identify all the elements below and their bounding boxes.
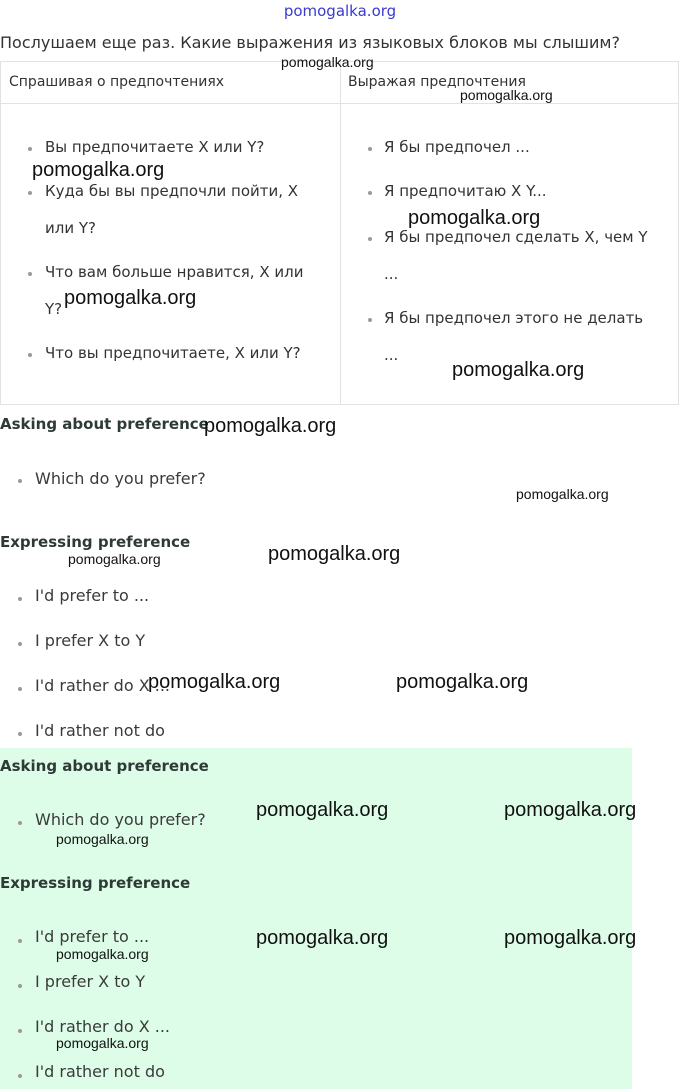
watermark: pomogalka.org <box>452 359 585 381</box>
table-right-item: Я бы предпочел этого не делать <box>384 309 644 327</box>
watermark: pomogalka.org <box>504 927 637 949</box>
watermark: pomogalka.org <box>408 207 541 229</box>
bullet-icon <box>368 318 372 322</box>
bullet-icon <box>18 1074 22 1078</box>
table-left-item: Что вы предпочитаете, X или Y? <box>45 344 301 362</box>
table-right-item: Я бы предпочел ... <box>384 138 530 156</box>
bullet-icon <box>28 272 32 276</box>
table-left-item: Y? <box>45 300 63 318</box>
expressing-list-item: I'd prefer to ... <box>35 927 150 946</box>
watermark: pomogalka.org <box>396 671 529 693</box>
table-left-item: или Y? <box>45 219 96 237</box>
bullet-icon <box>18 642 22 646</box>
expressing-list-item: I'd rather not do <box>35 721 165 740</box>
watermark: pomogalka.org <box>516 486 609 502</box>
watermark: pomogalka.org <box>68 551 161 567</box>
watermark: pomogalka.org <box>56 1035 149 1051</box>
table-left-item: Вы предпочитаете X или Y? <box>45 138 265 156</box>
bullet-icon <box>368 147 372 151</box>
bullet-icon <box>18 821 22 825</box>
asking-section-title: Asking about preference <box>0 415 209 433</box>
expressing-list-item: I prefer X to Y <box>35 631 146 650</box>
bullet-icon <box>18 732 22 736</box>
watermark: pomogalka.org <box>56 946 149 962</box>
phrases-table <box>0 61 679 405</box>
bullet-icon <box>28 353 32 357</box>
bullet-icon <box>368 237 372 241</box>
bullet-icon <box>18 939 22 943</box>
table-right-item: ... <box>384 265 399 283</box>
bullet-icon <box>18 479 22 483</box>
watermark: pomogalka.org <box>504 799 637 821</box>
bullet-icon <box>18 984 22 988</box>
asking-section-title: Asking about preference <box>0 757 209 775</box>
bullet-icon <box>18 1029 22 1033</box>
watermark: pomogalka.org <box>32 159 165 181</box>
expressing-list-item: I'd rather not do <box>35 1062 165 1081</box>
watermark: pomogalka.org <box>268 543 401 565</box>
watermark: pomogalka.org <box>460 87 553 103</box>
table-header-expressing: Выражая предпочтения <box>348 74 526 90</box>
table-right-item: Я предпочитаю X Y... <box>384 182 547 200</box>
question-text: Послушаем еще раз. Какие выражения из языковых блоков мы слышим? <box>0 33 620 52</box>
expressing-section-title: Expressing preference <box>0 874 191 892</box>
expressing-list-item: I'd rather do X ... <box>35 1017 170 1036</box>
watermark: pomogalka.org <box>148 671 281 693</box>
expressing-list-item: I prefer X to Y <box>35 972 146 991</box>
asking-list-item: Which do you prefer? <box>35 469 206 488</box>
expressing-list-item: I'd prefer to ... <box>35 586 150 605</box>
table-left-item: Что вам больше нравится, X или <box>45 263 304 281</box>
bullet-icon <box>28 147 32 151</box>
watermark: pomogalka.org <box>64 287 197 309</box>
watermark: pomogalka.org <box>256 799 389 821</box>
table-left-item: Куда бы вы предпочли пойти, X <box>45 182 299 200</box>
asking-list-item: Which do you prefer? <box>35 810 206 829</box>
watermark: pomogalka.org <box>256 927 389 949</box>
bullet-icon <box>28 191 32 195</box>
watermark: pomogalka.org <box>281 54 374 70</box>
expressing-section-title: Expressing preference <box>0 533 191 551</box>
table-right-item: ... <box>384 346 399 364</box>
table-right-item: Я бы предпочел сделать X, чем Y <box>384 228 648 246</box>
table-header-asking: Спрашивая о предпочтениях <box>9 74 225 90</box>
expressing-list-item: I'd rather do X ... <box>35 676 170 695</box>
watermark: pomogalka.org <box>204 415 337 437</box>
table-column-divider <box>340 62 341 404</box>
site-logo[interactable]: pomogalka.org <box>283 2 397 20</box>
bullet-icon <box>18 687 22 691</box>
watermark: pomogalka.org <box>56 831 149 847</box>
bullet-icon <box>368 191 372 195</box>
bullet-icon <box>18 597 22 601</box>
